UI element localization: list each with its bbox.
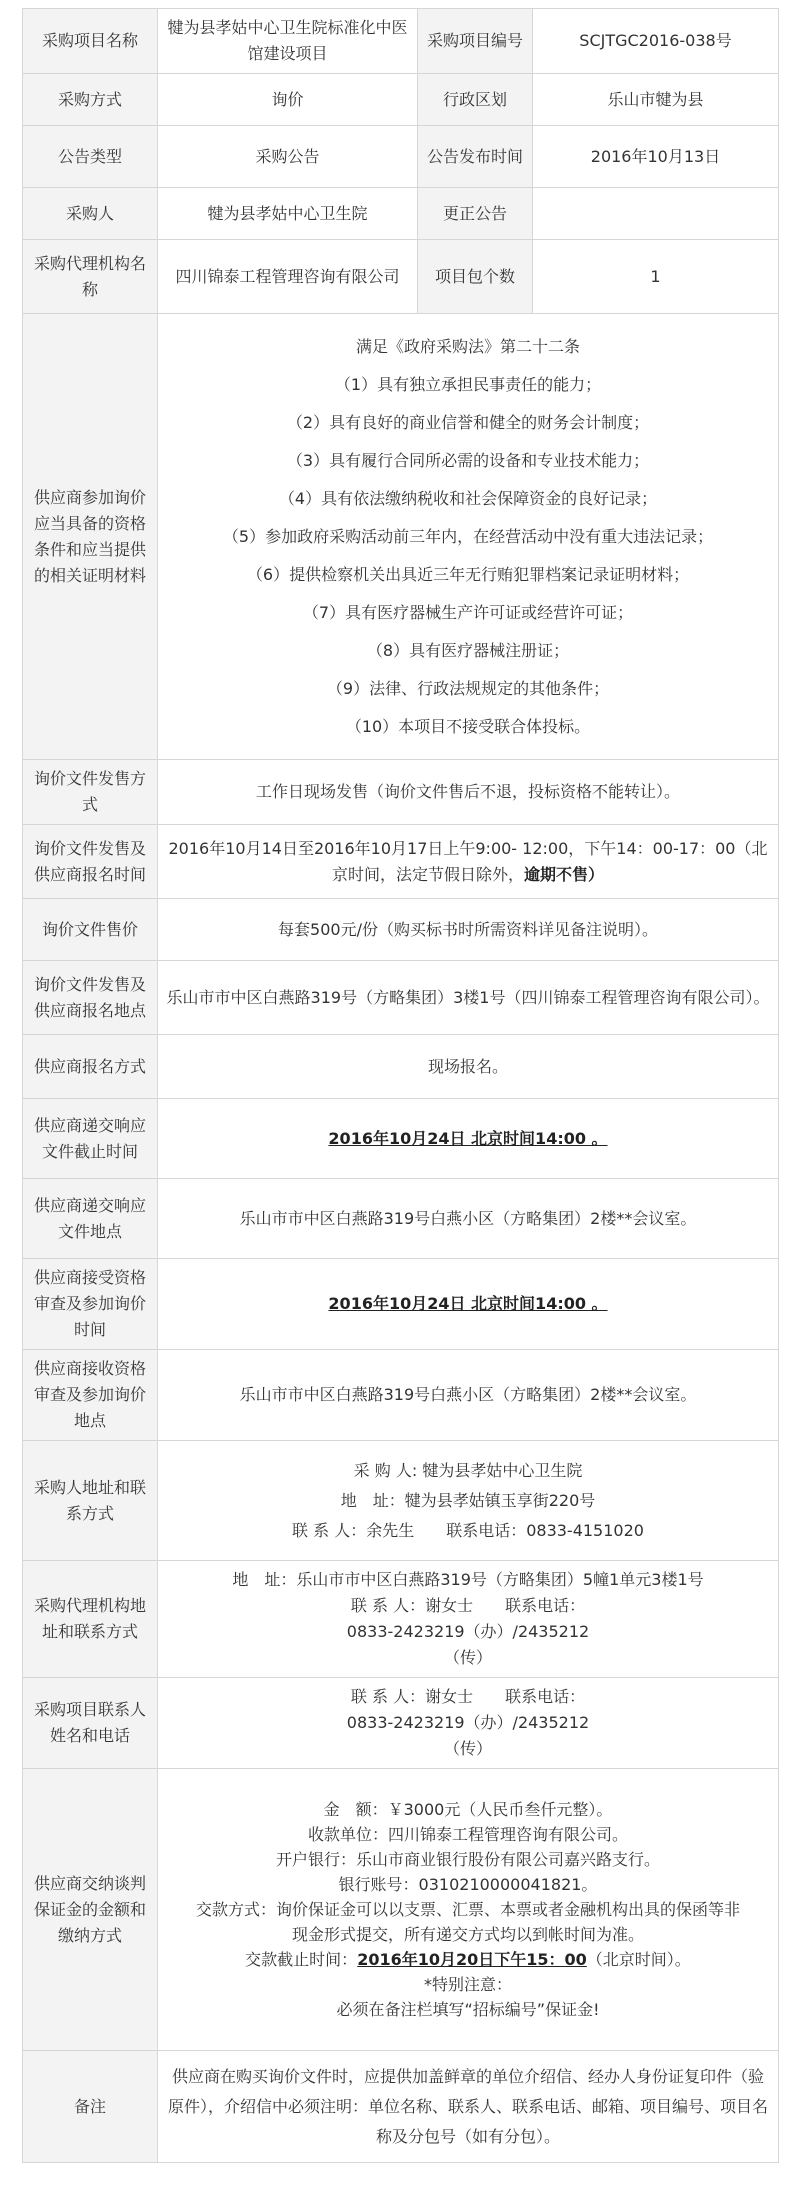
qualification-line: （2）具有良好的商业信誉和健全的财务会计制度；: [286, 412, 650, 432]
table-row: [23, 126, 779, 188]
sale-place-label: 询价文件发售及供应商报名地点: [23, 961, 158, 1035]
sale-time-text: 2016年10月14日至2016年10月17日上午9:00- 12:00，下午14：00-17：00（北京时间，法定节假日除外，: [168, 838, 768, 884]
table-row: [23, 1099, 779, 1179]
qualifications-value: [158, 314, 779, 760]
deposit-value: [158, 1769, 779, 2051]
sale-method-value: 工作日现场发售（询价文件售后不退，投标资格不能转让）。: [158, 760, 779, 825]
deposit-account: 银行账号：0310210000041821。: [338, 1875, 598, 1894]
project-contact-line: 联 系 人：谢女士 联系电话：0833-2423219（办）/2435212（传）: [346, 1687, 590, 1758]
table-row: [23, 1561, 779, 1678]
qualification-line: （4）具有依法缴纳税收和社会保障资金的良好记录；: [278, 488, 658, 508]
table-row: [23, 961, 779, 1035]
correction-value: [533, 188, 779, 240]
project-contact-label: 采购项目联系人姓名和电话: [23, 1678, 158, 1769]
agency-contact-label: 采购代理机构地址和联系方式: [23, 1561, 158, 1678]
submit-deadline-label: 供应商递交响应文件截止时间: [23, 1099, 158, 1179]
sale-price-value: 每套500元/份（购买标书时所需资料详见备注说明）。: [158, 899, 779, 961]
table-row: [23, 2051, 779, 2163]
project-name-value: 犍为县孝姑中心卫生院标准化中医馆建设项目: [158, 9, 418, 74]
review-time-text: 2016年10月24日 北京时间14:00 。: [328, 1294, 608, 1313]
qualification-line: （7）具有医疗器械生产许可证或经营许可证；: [302, 602, 634, 622]
qualifications-label: 供应商参加询价应当具备的资格条件和应当提供的相关证明材料: [23, 314, 158, 760]
agency-label: 采购代理机构名称: [23, 240, 158, 314]
qualification-line: （1）具有独立承担民事责任的能力；: [334, 374, 602, 394]
deposit-amount: 金 额：￥3000元（人民币叁仟元整）。: [323, 1800, 613, 1819]
project-no-value: SCJTGC2016-038号: [533, 9, 779, 74]
sale-time-overdue: 逾期不售）: [524, 864, 605, 884]
submit-place-label: 供应商递交响应文件地点: [23, 1179, 158, 1259]
remarks-value: 供应商在购买询价文件时，应提供加盖鲜章的单位介绍信、经办人身份证复印件（验原件），介绍信中必须注明：单位名称、联系人、联系电话、邮箱、项目编号、项目名称及分包号（如有分包）。: [158, 2051, 779, 2163]
agency-contact-line: 地 址：乐山市市中区白燕路319号（方略集团）5幢1单元3楼1号: [232, 1570, 704, 1589]
table-row: [23, 240, 779, 314]
review-place-value: 乐山市市中区白燕路319号白燕小区（方略集团）2楼**会议室。: [158, 1350, 779, 1441]
qualification-line: （10）本项目不接受联合体投标。: [345, 716, 591, 736]
publish-time-value: 2016年10月13日: [533, 126, 779, 188]
table-row: [23, 1035, 779, 1099]
method-value: 询价: [158, 74, 418, 126]
table-row: [23, 74, 779, 126]
deposit-deadline-suffix: （北京时间）。: [586, 1950, 691, 1969]
sale-time-value: [158, 825, 779, 899]
review-time-label: 供应商接受资格审查及参加询价时间: [23, 1259, 158, 1350]
procurement-table: [22, 8, 779, 2163]
deposit-note: *特别注意：: [423, 1975, 512, 1994]
qualification-line: （5）参加政府采购活动前三年内，在经营活动中没有重大违法记录；: [222, 526, 714, 546]
table-row: [23, 1259, 779, 1350]
table-row: [23, 899, 779, 961]
qualification-line: （9）法律、行政法规规定的其他条件；: [326, 678, 610, 698]
submit-deadline-value: [158, 1099, 779, 1179]
qualification-line: 满足《政府采购法》第二十二条: [355, 336, 580, 356]
table-row: [23, 1179, 779, 1259]
sale-place-value: 乐山市市中区白燕路319号（方略集团）3楼1号（四川锦泰工程管理咨询有限公司）。: [158, 961, 779, 1035]
deposit-deadline-prefix: 交款截止时间：: [245, 1950, 358, 1969]
purchaser-contact-value: [158, 1441, 779, 1561]
qualification-line: （6）提供检察机关出具近三年无行贿犯罪档案记录证明材料；: [246, 564, 690, 584]
agency-contact-line: 联 系 人：谢女士 联系电话：0833-2423219（办）/2435212（传）: [346, 1596, 590, 1667]
agency-value: 四川锦泰工程管理咨询有限公司: [158, 240, 418, 314]
table-row: [23, 1678, 779, 1769]
review-place-label: 供应商接收资格审查及参加询价地点: [23, 1350, 158, 1441]
submit-deadline-text: 2016年10月24日 北京时间14:00 。: [328, 1128, 608, 1148]
deposit-deadline-date: 2016年10月20日下午15：00: [357, 1950, 587, 1969]
register-method-label: 供应商报名方式: [23, 1035, 158, 1099]
notice-type-label: 公告类型: [23, 126, 158, 188]
package-count-value: 1: [533, 240, 779, 314]
project-contact-value: [158, 1678, 779, 1769]
deposit-label: 供应商交纳谈判保证金的金额和缴纳方式: [23, 1769, 158, 2051]
register-method-value: 现场报名。: [158, 1035, 779, 1099]
table-row: [23, 188, 779, 240]
remarks-label: 备注: [23, 2051, 158, 2163]
method-label: 采购方式: [23, 74, 158, 126]
table-row: [23, 760, 779, 825]
deposit-method: 交款方式：询价保证金可以以支票、汇票、本票或者金融机构出具的保函等非现金形式提交，所有递交方式均以到帐时间为准。: [196, 1900, 741, 1944]
purchaser-contact-label: 采购人地址和联系方式: [23, 1441, 158, 1561]
purchaser-value: 犍为县孝姑中心卫生院: [158, 188, 418, 240]
correction-label: 更正公告: [418, 188, 533, 240]
purchaser-contact-line: 地 址：犍为县孝姑镇玉享街220号: [340, 1490, 596, 1510]
sale-price-label: 询价文件售价: [23, 899, 158, 961]
table-row: [23, 314, 779, 760]
purchaser-contact-line: 采 购 人: 犍为县孝姑中心卫生院: [353, 1460, 583, 1480]
deposit-note: 必须在备注栏填写“招标编号”保证金!: [336, 2000, 600, 2019]
purchaser-contact-line: 联 系 人：余先生 联系电话：0833-4151020: [292, 1520, 644, 1540]
deposit-payee: 收款单位：四川锦泰工程管理咨询有限公司。: [307, 1825, 628, 1844]
deposit-bank: 开户银行：乐山市商业银行股份有限公司嘉兴路支行。: [275, 1850, 660, 1869]
sale-time-label: 询价文件发售及供应商报名时间: [23, 825, 158, 899]
table-row: [23, 825, 779, 899]
table-row: [23, 1441, 779, 1561]
sale-method-label: 询价文件发售方式: [23, 760, 158, 825]
purchaser-label: 采购人: [23, 188, 158, 240]
deposit-deadline: [166, 1947, 770, 1972]
table-row: [23, 1769, 779, 2051]
project-name-label: 采购项目名称: [23, 9, 158, 74]
qualification-line: （8）具有医疗器械注册证；: [366, 640, 570, 660]
table-row: [23, 9, 779, 74]
review-time-value: [158, 1259, 779, 1350]
region-value: 乐山市犍为县: [533, 74, 779, 126]
publish-time-label: 公告发布时间: [418, 126, 533, 188]
agency-contact-value: [158, 1561, 779, 1678]
region-label: 行政区划: [418, 74, 533, 126]
table-row: [23, 1350, 779, 1441]
project-no-label: 采购项目编号: [418, 9, 533, 74]
notice-type-value: 采购公告: [158, 126, 418, 188]
package-count-label: 项目包个数: [418, 240, 533, 314]
qualification-line: （3）具有履行合同所必需的设备和专业技术能力；: [286, 450, 650, 470]
submit-place-value: 乐山市市中区白燕路319号白燕小区（方略集团）2楼**会议室。: [158, 1179, 779, 1259]
